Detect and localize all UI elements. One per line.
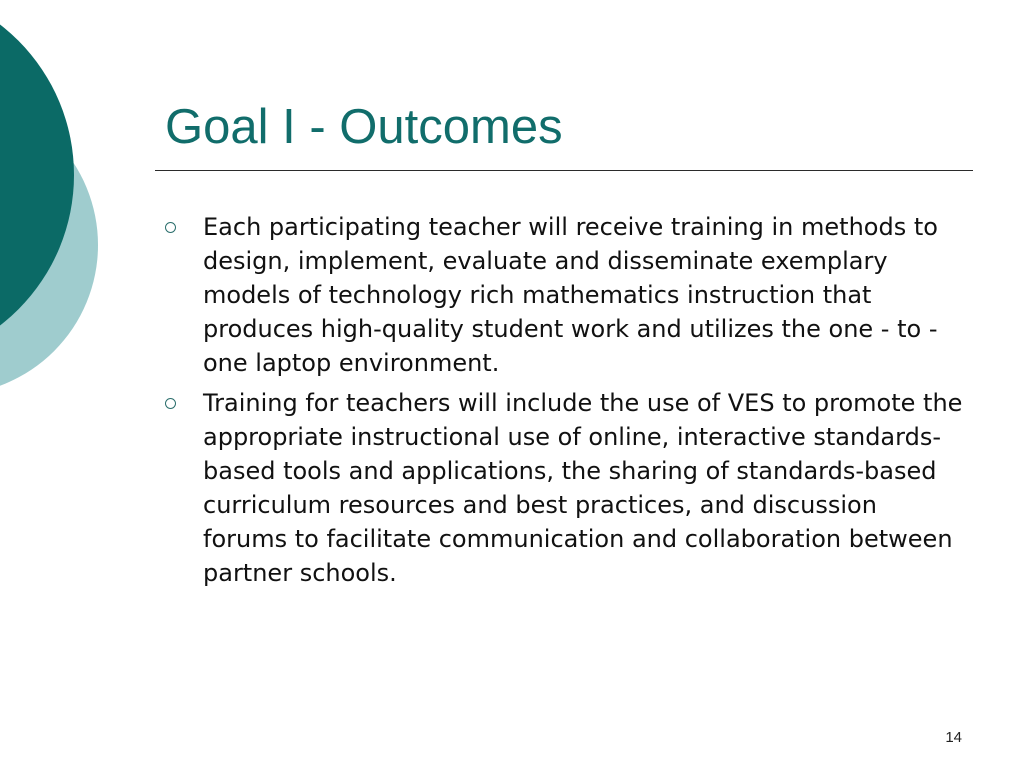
- slide-title: Goal I - Outcomes: [165, 100, 563, 154]
- bullet-item: [164, 386, 964, 590]
- hollow-circle-bullet-icon: [165, 398, 176, 409]
- hollow-circle-bullet-icon: [165, 222, 176, 233]
- bullet-list: [164, 210, 964, 596]
- bullet-text: Each participating teacher will receive training in methods to design, implement, evaluate and disseminate exemplary models of technology rich mathematics instruction that produces high-quality student work and utilizes the one - to - one laptop environment.: [203, 213, 938, 377]
- bullet-text: Training for teachers will include the use of VES to promote the appropriate instructional use of online, interactive standards-based tools and applications, the sharing of standards-based curriculum resources and best practices, and discussion forums to facilitate communication and collaboration between partner schools.: [203, 389, 963, 587]
- bullet-item: [164, 210, 964, 380]
- slide-number: 14: [945, 729, 962, 746]
- title-divider: [155, 170, 973, 171]
